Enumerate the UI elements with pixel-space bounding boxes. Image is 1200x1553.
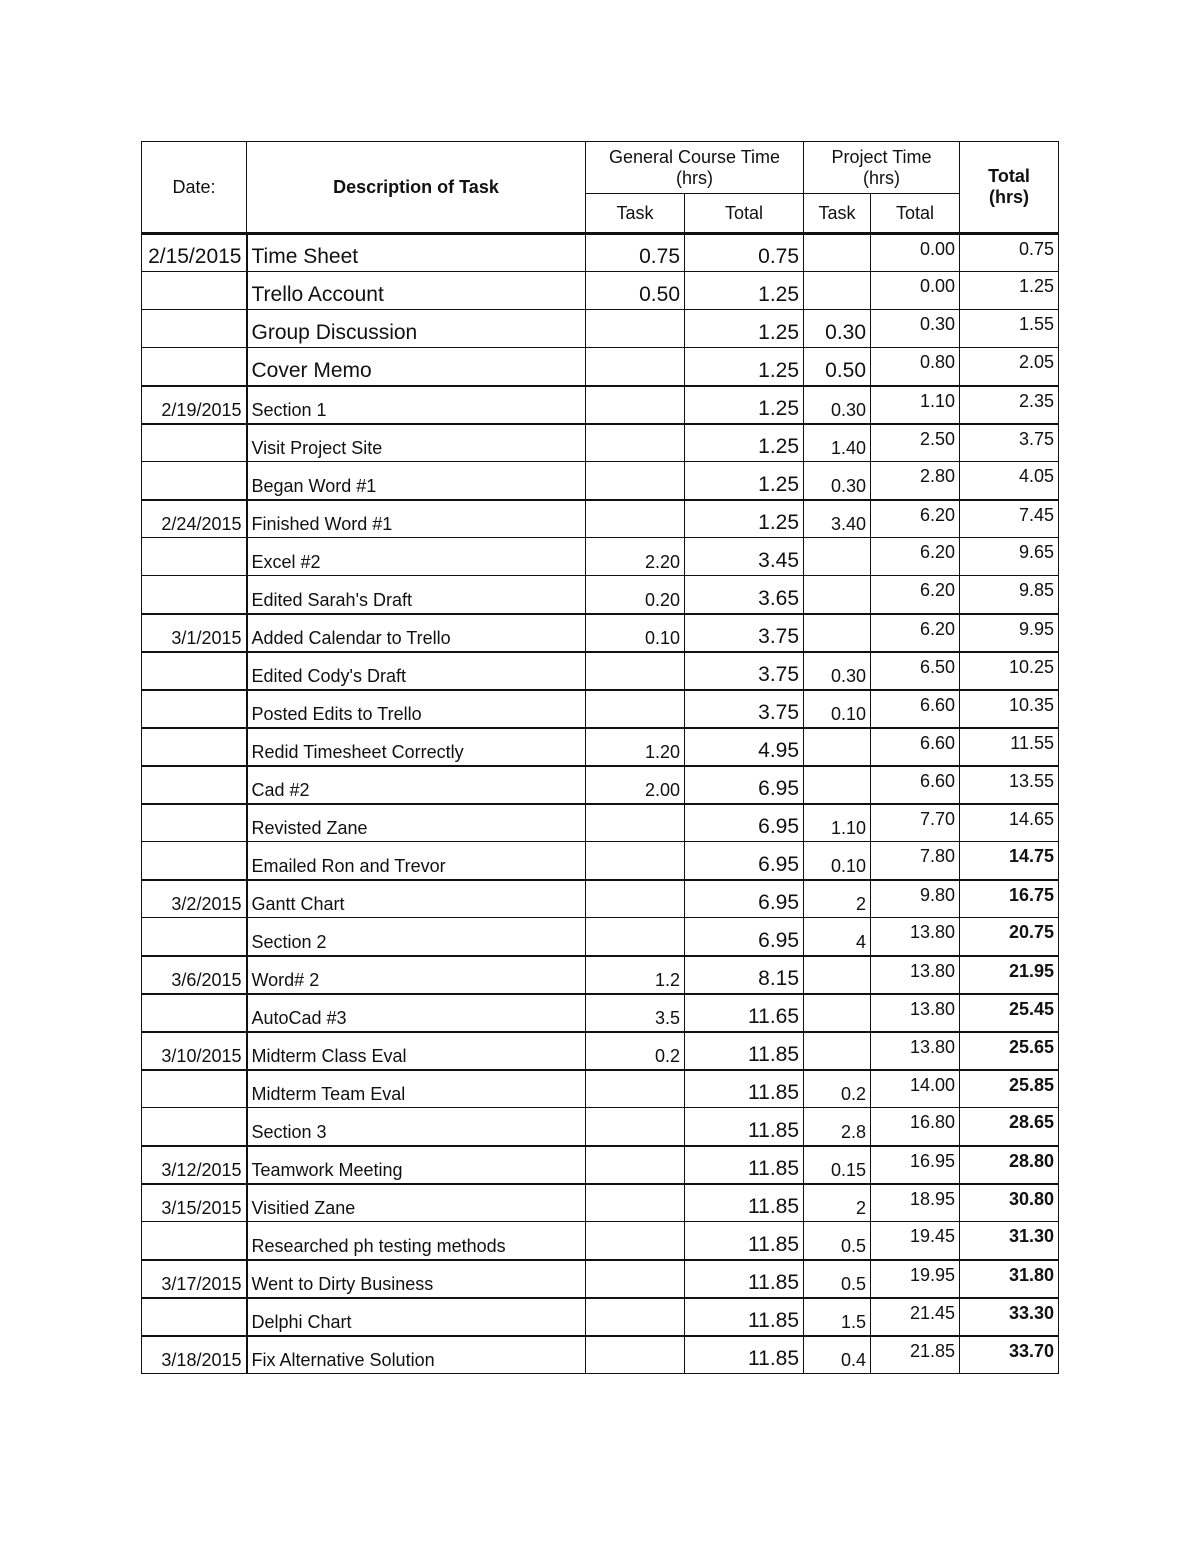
date-cell: [142, 1108, 247, 1146]
p-total-cell: 0.80: [871, 348, 960, 386]
p-task-cell: 0.10: [804, 690, 871, 728]
table-row: [142, 918, 1059, 956]
description-cell: Began Word #1: [247, 462, 586, 500]
p-total-cell: 14.00: [871, 1070, 960, 1108]
p-task-cell: 0.10: [804, 842, 871, 880]
description-cell: Added Calendar to Trello: [247, 614, 586, 652]
p-task-cell: 0.15: [804, 1146, 871, 1184]
date-cell: [142, 804, 247, 842]
gc-total-cell: 1.25: [685, 386, 804, 424]
p-total-cell: 16.80: [871, 1108, 960, 1146]
p-total-cell: 0.30: [871, 310, 960, 348]
total-cell: 7.45: [960, 500, 1059, 538]
total-cell: 1.25: [960, 272, 1059, 310]
gc-task-cell: [586, 1070, 685, 1108]
gc-task-cell: [586, 1298, 685, 1336]
date-cell: 3/1/2015: [142, 614, 247, 652]
p-task-cell: [804, 994, 871, 1032]
p-total-cell: 9.80: [871, 880, 960, 918]
date-cell: [142, 462, 247, 500]
date-cell: [142, 424, 247, 462]
table-row: [142, 1032, 1059, 1070]
p-total-cell: 6.20: [871, 576, 960, 614]
date-cell: [142, 690, 247, 728]
gc-task-cell: [586, 1260, 685, 1298]
total-cell: 0.75: [960, 234, 1059, 272]
total-cell: 28.80: [960, 1146, 1059, 1184]
gc-total-cell: 6.95: [685, 766, 804, 804]
gc-task-cell: 0.50: [586, 272, 685, 310]
total-cell: 21.95: [960, 956, 1059, 994]
p-task-cell: 1.40: [804, 424, 871, 462]
p-task-cell: [804, 1032, 871, 1070]
gc-total-cell: 0.75: [685, 234, 804, 272]
table-header: [142, 142, 1059, 234]
total-cell: 30.80: [960, 1184, 1059, 1222]
total-cell: 20.75: [960, 918, 1059, 956]
date-cell: 3/18/2015: [142, 1336, 247, 1374]
total-cell: 1.55: [960, 310, 1059, 348]
date-cell: 3/12/2015: [142, 1146, 247, 1184]
description-cell: Word# 2: [247, 956, 586, 994]
p-total-cell: 6.20: [871, 614, 960, 652]
gc-task-cell: [586, 1108, 685, 1146]
gc-total-cell: 3.75: [685, 690, 804, 728]
total-cell: 14.65: [960, 804, 1059, 842]
table-row: [142, 1184, 1059, 1222]
date-cell: [142, 348, 247, 386]
p-task-cell: [804, 956, 871, 994]
p-task-cell: [804, 272, 871, 310]
gc-total-cell: 1.25: [685, 424, 804, 462]
p-task-cell: 4: [804, 918, 871, 956]
p-task-cell: 3.40: [804, 500, 871, 538]
date-header: Date:: [142, 142, 247, 234]
gc-total-cell: 6.95: [685, 918, 804, 956]
description-cell: Edited Sarah's Draft: [247, 576, 586, 614]
description-cell: Group Discussion: [247, 310, 586, 348]
description-cell: Section 1: [247, 386, 586, 424]
total-cell: 3.75: [960, 424, 1059, 462]
total-cell: 33.30: [960, 1298, 1059, 1336]
total-cell: 13.55: [960, 766, 1059, 804]
date-cell: [142, 652, 247, 690]
gc-total-cell: 11.85: [685, 1298, 804, 1336]
total-cell: 33.70: [960, 1336, 1059, 1374]
table-row: [142, 1146, 1059, 1184]
total-cell: 25.45: [960, 994, 1059, 1032]
description-cell: Edited Cody's Draft: [247, 652, 586, 690]
date-cell: 3/6/2015: [142, 956, 247, 994]
p-total-cell: 2.80: [871, 462, 960, 500]
gc-total-header: Total: [685, 194, 804, 234]
gc-task-cell: [586, 880, 685, 918]
table-row: [142, 1222, 1059, 1260]
p-task-cell: 2: [804, 1184, 871, 1222]
gc-total-cell: 3.75: [685, 614, 804, 652]
p-task-cell: 2: [804, 880, 871, 918]
table-row: [142, 728, 1059, 766]
p-total-cell: 13.80: [871, 994, 960, 1032]
date-cell: [142, 272, 247, 310]
total-header: Total (hrs): [960, 142, 1059, 234]
gc-task-cell: [586, 424, 685, 462]
description-cell: Teamwork Meeting: [247, 1146, 586, 1184]
date-cell: 3/10/2015: [142, 1032, 247, 1070]
table-row: [142, 386, 1059, 424]
p-task-cell: 0.30: [804, 652, 871, 690]
table-row: [142, 614, 1059, 652]
total-cell: 28.65: [960, 1108, 1059, 1146]
p-task-cell: 0.5: [804, 1222, 871, 1260]
total-cell: 9.65: [960, 538, 1059, 576]
gc-total-cell: 11.85: [685, 1070, 804, 1108]
description-cell: Cover Memo: [247, 348, 586, 386]
table-row: [142, 956, 1059, 994]
table-row: [142, 1336, 1059, 1374]
gc-task-cell: [586, 1146, 685, 1184]
total-cell: 2.05: [960, 348, 1059, 386]
gc-total-cell: 6.95: [685, 880, 804, 918]
total-cell: 10.25: [960, 652, 1059, 690]
description-cell: Section 2: [247, 918, 586, 956]
total-cell: 25.65: [960, 1032, 1059, 1070]
description-cell: Visit Project Site: [247, 424, 586, 462]
p-task-cell: 1.10: [804, 804, 871, 842]
table-row: [142, 994, 1059, 1032]
gc-task-cell: [586, 348, 685, 386]
table-row: [142, 538, 1059, 576]
p-task-cell: 0.30: [804, 462, 871, 500]
table-row: [142, 766, 1059, 804]
description-cell: Went to Dirty Business: [247, 1260, 586, 1298]
gc-task-cell: 0.75: [586, 234, 685, 272]
date-cell: [142, 728, 247, 766]
p-total-cell: 0.00: [871, 234, 960, 272]
timesheet-table: [141, 141, 1059, 1374]
gc-total-cell: 6.95: [685, 804, 804, 842]
p-total-cell: 6.60: [871, 728, 960, 766]
description-header: Description of Task: [247, 142, 586, 234]
gc-task-cell: 3.5: [586, 994, 685, 1032]
p-task-cell: [804, 576, 871, 614]
p-task-cell: 0.30: [804, 386, 871, 424]
description-cell: Gantt Chart: [247, 880, 586, 918]
table-row: [142, 310, 1059, 348]
date-cell: 3/17/2015: [142, 1260, 247, 1298]
date-cell: [142, 310, 247, 348]
gc-task-cell: [586, 652, 685, 690]
table-row: [142, 880, 1059, 918]
p-task-cell: [804, 728, 871, 766]
total-cell: 14.75: [960, 842, 1059, 880]
table-row: [142, 1298, 1059, 1336]
gc-task-cell: 2.00: [586, 766, 685, 804]
gc-total-cell: 1.25: [685, 348, 804, 386]
gc-task-header: Task: [586, 194, 685, 234]
p-total-header: Total: [871, 194, 960, 234]
p-task-cell: [804, 766, 871, 804]
description-cell: Excel #2: [247, 538, 586, 576]
date-cell: [142, 994, 247, 1032]
p-total-cell: 19.45: [871, 1222, 960, 1260]
table-row: [142, 272, 1059, 310]
table-row: [142, 348, 1059, 386]
gc-total-cell: 3.75: [685, 652, 804, 690]
gc-total-cell: 11.85: [685, 1032, 804, 1070]
date-cell: 2/15/2015: [142, 234, 247, 272]
gc-total-cell: 1.25: [685, 500, 804, 538]
table-row: [142, 424, 1059, 462]
gc-total-cell: 6.95: [685, 842, 804, 880]
date-cell: [142, 1222, 247, 1260]
total-cell: 25.85: [960, 1070, 1059, 1108]
total-cell: 16.75: [960, 880, 1059, 918]
p-task-cell: 0.30: [804, 310, 871, 348]
gc-task-cell: [586, 1222, 685, 1260]
gc-task-cell: 2.20: [586, 538, 685, 576]
description-cell: Fix Alternative Solution: [247, 1336, 586, 1374]
p-task-cell: 0.50: [804, 348, 871, 386]
gc-task-cell: [586, 804, 685, 842]
date-cell: 2/19/2015: [142, 386, 247, 424]
gc-total-cell: 3.45: [685, 538, 804, 576]
description-cell: Delphi Chart: [247, 1298, 586, 1336]
gc-task-cell: 0.10: [586, 614, 685, 652]
gc-total-cell: 1.25: [685, 462, 804, 500]
description-cell: Posted Edits to Trello: [247, 690, 586, 728]
date-cell: 3/2/2015: [142, 880, 247, 918]
description-cell: Emailed Ron and Trevor: [247, 842, 586, 880]
p-task-header: Task: [804, 194, 871, 234]
date-cell: [142, 538, 247, 576]
gc-task-cell: [586, 1184, 685, 1222]
p-task-cell: [804, 614, 871, 652]
description-cell: Revisted Zane: [247, 804, 586, 842]
p-task-cell: [804, 234, 871, 272]
table-row: [142, 1108, 1059, 1146]
gc-total-cell: 11.85: [685, 1184, 804, 1222]
p-total-cell: 21.85: [871, 1336, 960, 1374]
table-row: [142, 690, 1059, 728]
table-row: [142, 1070, 1059, 1108]
description-cell: Cad #2: [247, 766, 586, 804]
gc-total-cell: 4.95: [685, 728, 804, 766]
p-total-cell: 19.95: [871, 1260, 960, 1298]
table-row: [142, 576, 1059, 614]
p-total-cell: 16.95: [871, 1146, 960, 1184]
project-time-header: Project Time (hrs): [804, 142, 960, 194]
date-cell: [142, 1070, 247, 1108]
gc-total-cell: 1.25: [685, 310, 804, 348]
gc-task-cell: [586, 500, 685, 538]
description-cell: Trello Account: [247, 272, 586, 310]
gc-total-cell: 3.65: [685, 576, 804, 614]
p-total-cell: 21.45: [871, 1298, 960, 1336]
date-cell: [142, 842, 247, 880]
description-cell: Visitied Zane: [247, 1184, 586, 1222]
date-cell: 3/15/2015: [142, 1184, 247, 1222]
gc-task-cell: [586, 842, 685, 880]
description-cell: Midterm Class Eval: [247, 1032, 586, 1070]
p-total-cell: 13.80: [871, 918, 960, 956]
p-task-cell: [804, 538, 871, 576]
description-cell: AutoCad #3: [247, 994, 586, 1032]
p-total-cell: 6.20: [871, 538, 960, 576]
description-cell: Finished Word #1: [247, 500, 586, 538]
gc-total-cell: 11.85: [685, 1336, 804, 1374]
gc-total-cell: 8.15: [685, 956, 804, 994]
table-row: [142, 500, 1059, 538]
p-total-cell: 6.60: [871, 690, 960, 728]
gc-total-cell: 11.85: [685, 1146, 804, 1184]
p-task-cell: 0.5: [804, 1260, 871, 1298]
gc-task-cell: [586, 462, 685, 500]
p-total-cell: 7.80: [871, 842, 960, 880]
p-total-cell: 1.10: [871, 386, 960, 424]
description-cell: Midterm Team Eval: [247, 1070, 586, 1108]
p-task-cell: 2.8: [804, 1108, 871, 1146]
table-row: [142, 1260, 1059, 1298]
date-cell: [142, 766, 247, 804]
table-row: [142, 842, 1059, 880]
gc-task-cell: 0.20: [586, 576, 685, 614]
table-row: [142, 462, 1059, 500]
table-row: [142, 652, 1059, 690]
p-total-cell: 6.60: [871, 766, 960, 804]
total-cell: 11.55: [960, 728, 1059, 766]
p-task-cell: 1.5: [804, 1298, 871, 1336]
p-total-cell: 7.70: [871, 804, 960, 842]
description-cell: Time Sheet: [247, 234, 586, 272]
total-cell: 4.05: [960, 462, 1059, 500]
table-body: [142, 234, 1059, 1374]
gc-total-cell: 1.25: [685, 272, 804, 310]
table-row: [142, 234, 1059, 272]
general-course-time-header: General Course Time (hrs): [586, 142, 804, 194]
gc-total-cell: 11.85: [685, 1260, 804, 1298]
gc-task-cell: [586, 386, 685, 424]
gc-total-cell: 11.65: [685, 994, 804, 1032]
description-cell: Researched ph testing methods: [247, 1222, 586, 1260]
p-total-cell: 6.20: [871, 500, 960, 538]
date-cell: 2/24/2015: [142, 500, 247, 538]
p-total-cell: 13.80: [871, 956, 960, 994]
gc-total-cell: 11.85: [685, 1108, 804, 1146]
table-row: [142, 804, 1059, 842]
gc-total-cell: 11.85: [685, 1222, 804, 1260]
p-total-cell: 0.00: [871, 272, 960, 310]
gc-task-cell: 0.2: [586, 1032, 685, 1070]
gc-task-cell: [586, 310, 685, 348]
date-cell: [142, 576, 247, 614]
gc-task-cell: [586, 918, 685, 956]
total-cell: 9.85: [960, 576, 1059, 614]
total-cell: 31.30: [960, 1222, 1059, 1260]
p-total-cell: 18.95: [871, 1184, 960, 1222]
p-task-cell: 0.2: [804, 1070, 871, 1108]
total-cell: 10.35: [960, 690, 1059, 728]
description-cell: Section 3: [247, 1108, 586, 1146]
date-cell: [142, 918, 247, 956]
date-cell: [142, 1298, 247, 1336]
p-task-cell: 0.4: [804, 1336, 871, 1374]
gc-task-cell: 1.20: [586, 728, 685, 766]
total-cell: 2.35: [960, 386, 1059, 424]
p-total-cell: 13.80: [871, 1032, 960, 1070]
description-cell: Redid Timesheet Correctly: [247, 728, 586, 766]
p-total-cell: 6.50: [871, 652, 960, 690]
p-total-cell: 2.50: [871, 424, 960, 462]
gc-task-cell: 1.2: [586, 956, 685, 994]
gc-task-cell: [586, 1336, 685, 1374]
total-cell: 9.95: [960, 614, 1059, 652]
gc-task-cell: [586, 690, 685, 728]
total-cell: 31.80: [960, 1260, 1059, 1298]
